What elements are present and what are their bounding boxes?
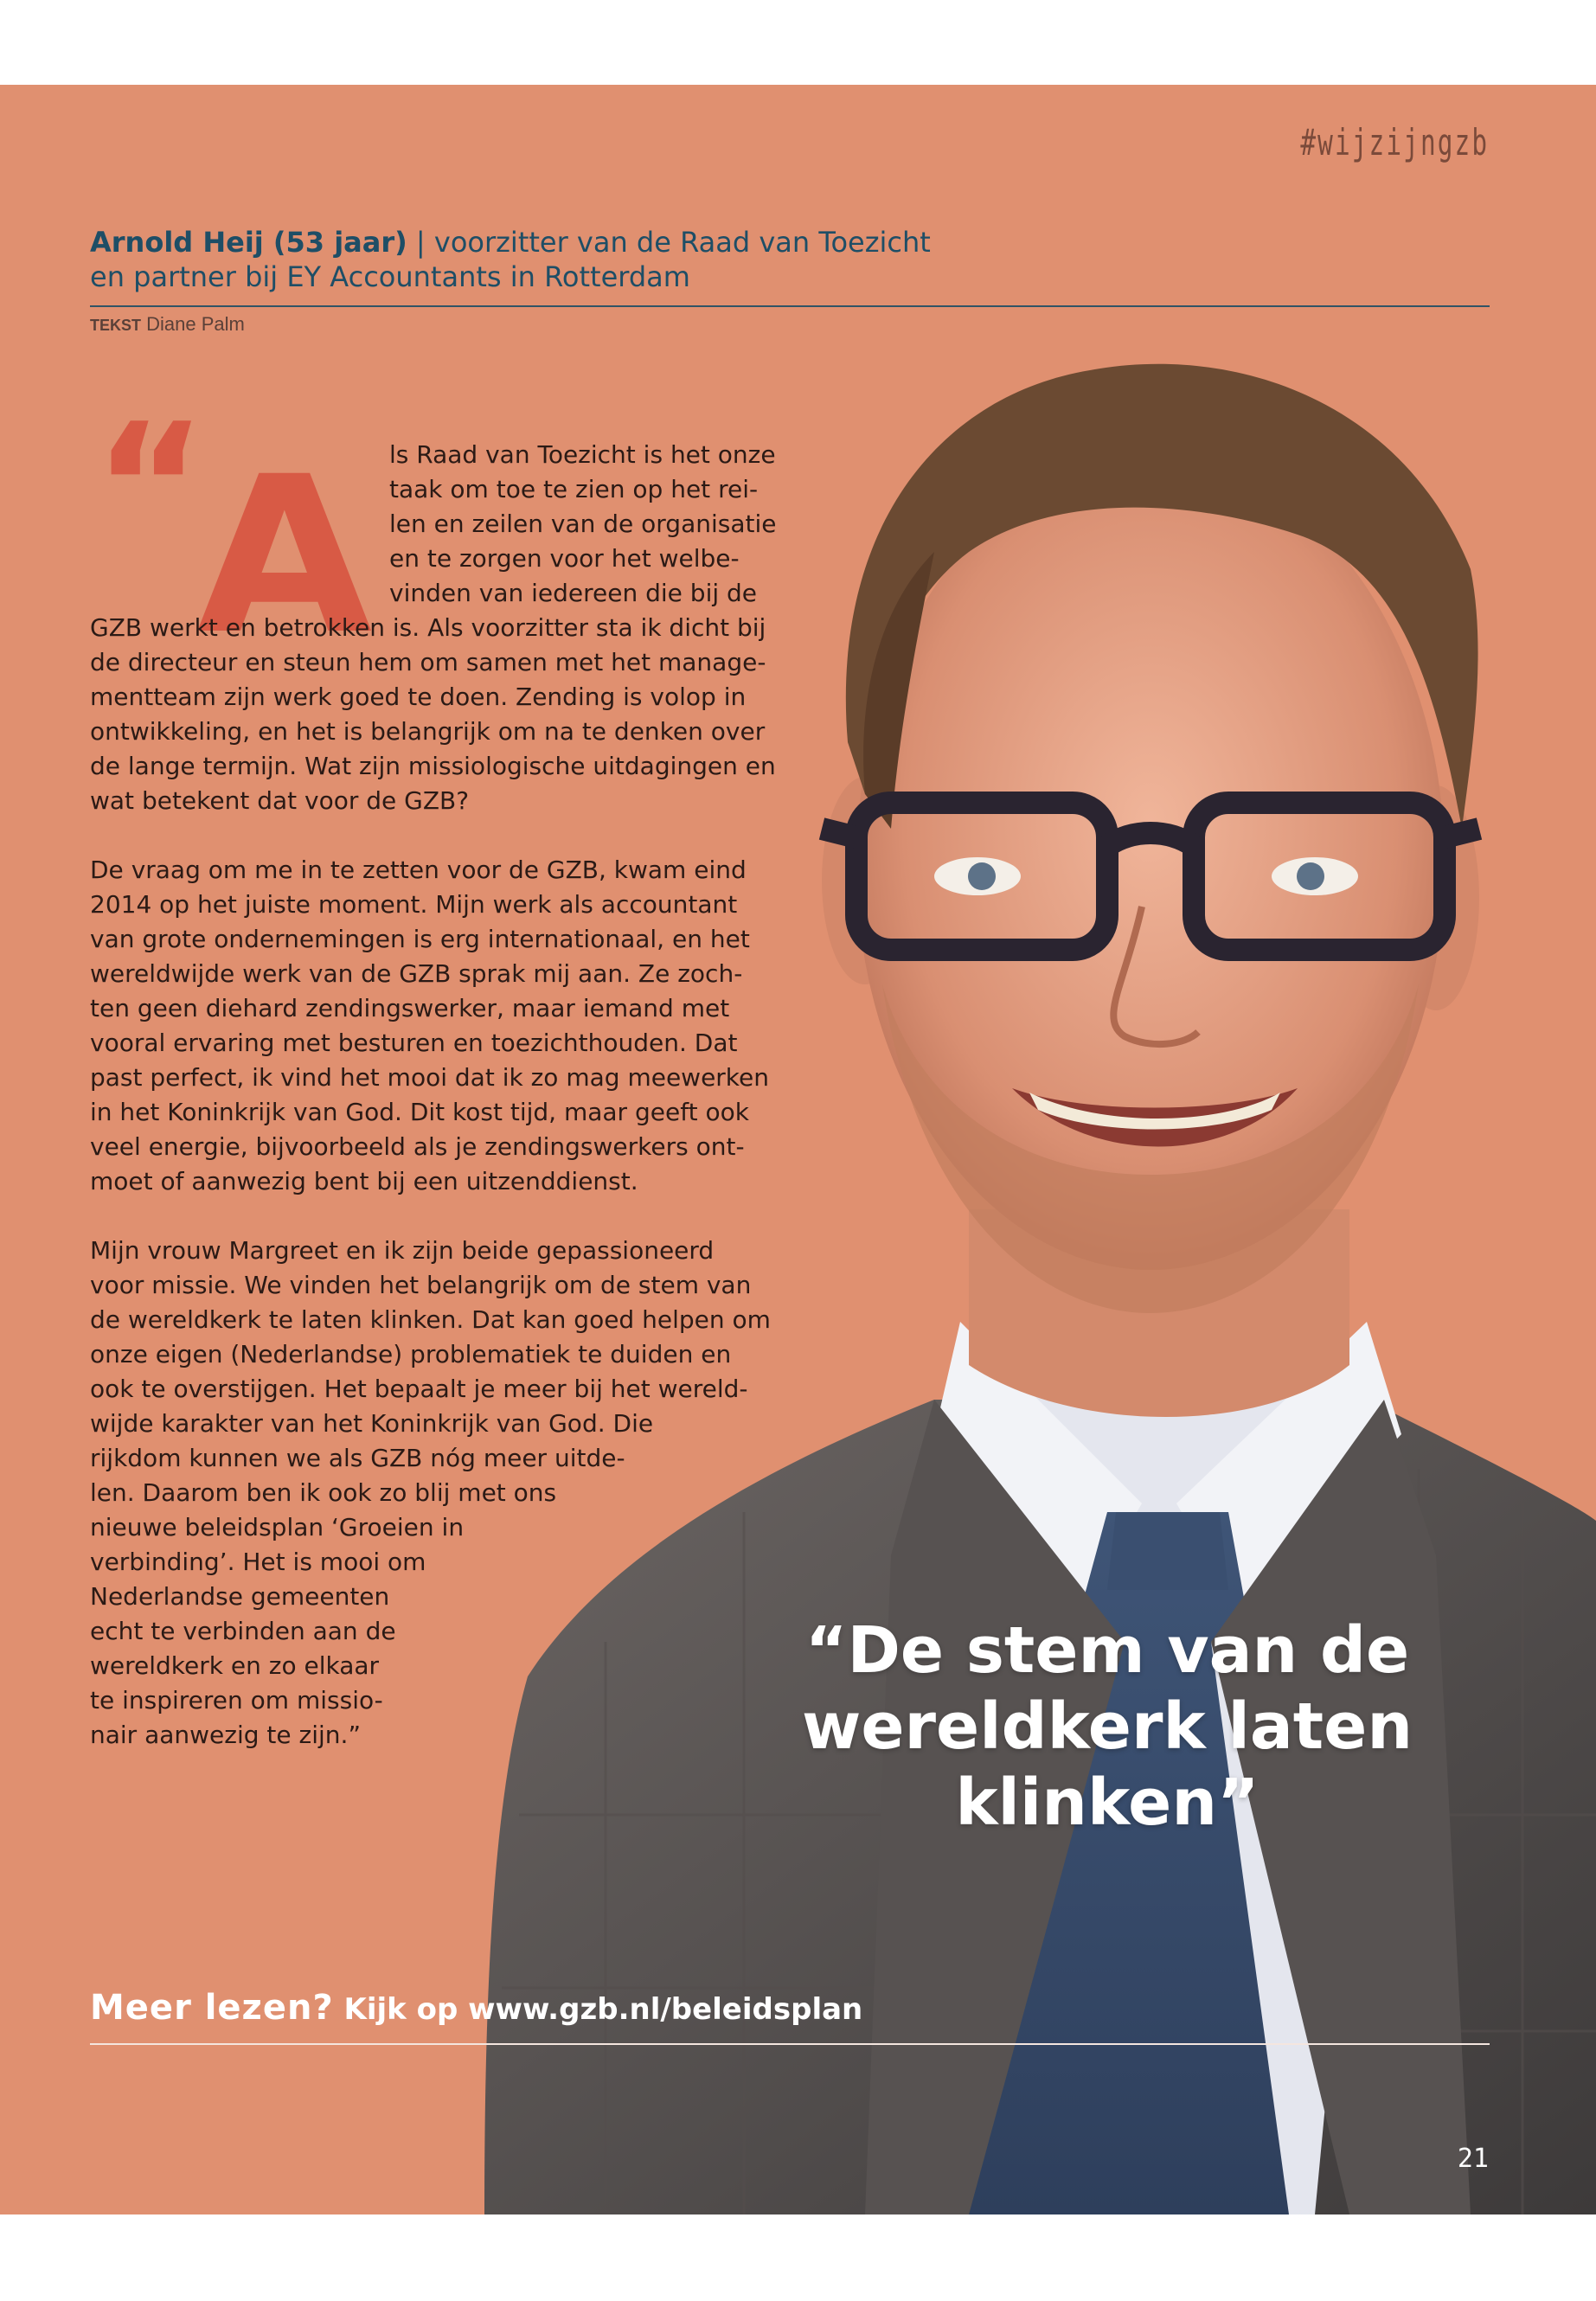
body-text-line: ten geen diehard zendingswerker, maar iemand met xyxy=(90,994,730,1022)
body-text-line: de directeur en steun hem om samen met het manage- xyxy=(90,648,766,676)
page-number: 21 xyxy=(1457,2144,1489,2174)
body-text-line: GZB werkt en betrokken is. Als voorzitter sta ik dicht bij xyxy=(90,613,766,642)
magazine-page xyxy=(0,85,1596,2214)
body-text-line: rijkdom kunnen we als GZB nóg meer uitde- xyxy=(90,1444,625,1472)
person-role-line2: en partner bij EY Accountants in Rotterdam xyxy=(90,260,690,293)
body-text-line: Mijn vrouw Margreet en ik zijn beide gepassioneerd xyxy=(90,1236,715,1265)
pull-quote-line: klinken” xyxy=(955,1766,1259,1840)
body-text-line: taak om toe te zien op het rei- xyxy=(389,475,759,503)
header-divider xyxy=(90,305,1490,307)
read-more xyxy=(90,1988,862,2028)
pull-quote-line: wereldkerk laten xyxy=(802,1689,1413,1764)
body-text-line: wereldwijde werk van de GZB sprak mij aan. Ze zoch- xyxy=(90,959,743,988)
body-text-line: verbinding’. Het is mooi om xyxy=(90,1548,426,1576)
body-text-line: echt te verbinden aan de xyxy=(90,1617,396,1645)
body-text-line: in het Koninkrijk van God. Dit kost tijd, maar geeft ook xyxy=(90,1098,749,1126)
body-text-line: ontwikkeling, en het is belangrijk om na te denken over xyxy=(90,717,766,746)
body-text-line: onze eigen (Nederlandse) problematiek te duiden en xyxy=(90,1340,732,1368)
hashtag: #wijzijngzb xyxy=(1300,121,1489,163)
body-text-line: van grote ondernemingen is erg internationaal, en het xyxy=(90,925,750,953)
person-role: | voorzitter van de Raad van Toezicht xyxy=(407,226,931,259)
body-text-line: wat betekent dat voor de GZB? xyxy=(90,786,470,815)
byline-label: TEKST xyxy=(90,317,142,334)
read-more-label: Meer lezen? xyxy=(90,1988,334,2028)
pull-quote-line: “De stem van de xyxy=(804,1613,1410,1688)
person-name: Arnold Heij (53 jaar) xyxy=(90,226,407,259)
body-text-line: te inspireren om missio- xyxy=(90,1686,383,1715)
body-text-line: voor missie. We vinden het belangrijk om de stem van xyxy=(90,1271,752,1299)
byline-author: Diane Palm xyxy=(146,313,245,335)
drop-cap: A xyxy=(196,430,373,682)
body-text-line: mentteam zijn werk goed te doen. Zending is volop in xyxy=(90,683,747,711)
body-text-line: De vraag om me in te zetten voor de GZB, kwam eind xyxy=(90,856,747,884)
body-text-line: vinden van iedereen die bij de xyxy=(389,579,758,607)
body-text-line: en te zorgen voor het welbe- xyxy=(389,544,740,573)
body-text-line: wijde karakter van het Koninkrijk van God. Die xyxy=(90,1409,654,1438)
article-heading xyxy=(90,225,1128,294)
body-text-line: len en zeilen van de organisatie xyxy=(389,510,777,538)
footer-divider xyxy=(90,2043,1490,2045)
body-text-line: wereldkerk en zo elkaar xyxy=(90,1651,380,1680)
body-text-line: moet of aanwezig bent bij een uitzenddienst. xyxy=(90,1167,638,1195)
body-text-line: 2014 op het juiste moment. Mijn werk als accountant xyxy=(90,890,738,919)
pull-quote xyxy=(675,1612,1540,1841)
body-text-line: len. Daarom ben ik ook zo blij met ons xyxy=(90,1478,557,1507)
body-text-line: veel energie, bijvoorbeeld als je zendingswerkers ont- xyxy=(90,1132,745,1161)
byline xyxy=(90,313,245,336)
body-text-line: Nederlandse gemeenten xyxy=(90,1582,390,1611)
body-text-line: de wereldkerk te laten klinken. Dat kan goed helpen om xyxy=(90,1305,771,1334)
body-text-line: ook te overstijgen. Het bepaalt je meer bij het wereld- xyxy=(90,1375,748,1403)
opening-quote-mark: “ xyxy=(93,387,208,588)
read-more-link[interactable]: Kijk op www.gzb.nl/beleidsplan xyxy=(333,1992,863,2027)
body-text-line: de lange termijn. Wat zijn missiologische uitdagingen en xyxy=(90,752,776,780)
body-text-line: vooral ervaring met besturen en toezichthouden. Dat xyxy=(90,1029,738,1057)
body-text-line: past perfect, ik vind het mooi dat ik zo mag meewerken xyxy=(90,1063,769,1092)
body-text-line: nair aanwezig te zijn.” xyxy=(90,1721,361,1749)
body-text-line: ls Raad van Toezicht is het onze xyxy=(389,440,776,469)
body-text-line: nieuwe beleidsplan ‘Groeien in xyxy=(90,1513,465,1541)
